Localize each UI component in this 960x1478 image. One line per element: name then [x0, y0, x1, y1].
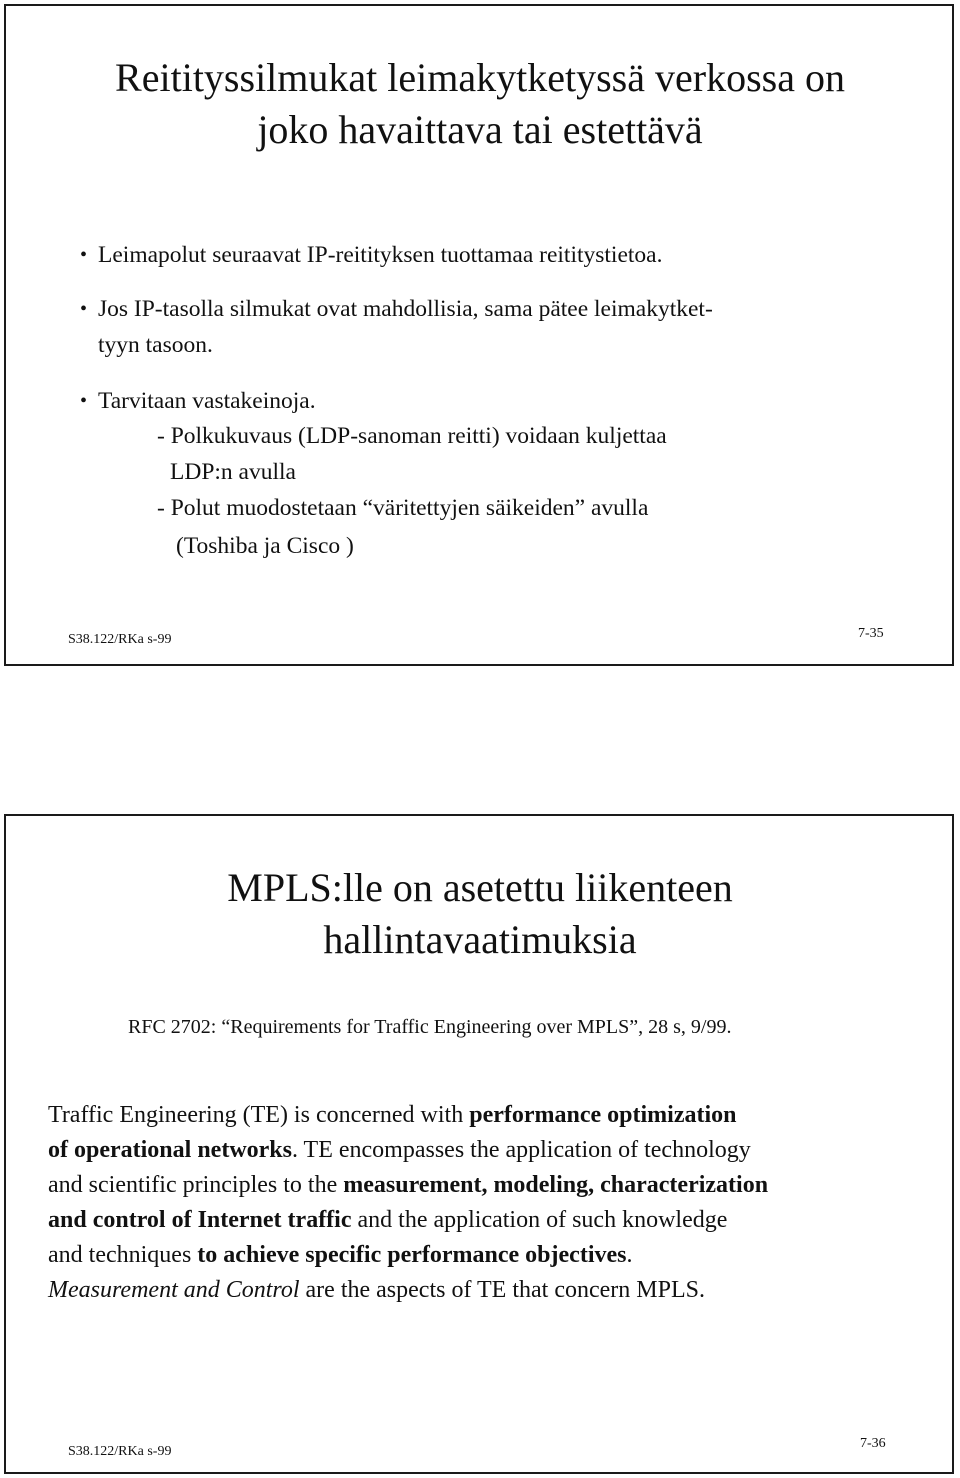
te-text: and the application of such knowledge [351, 1207, 728, 1233]
slide1-sub-4: (Toshiba ja Cisco ) [176, 533, 354, 559]
slide1-title-line1: Reitityssilmukat leimakytketyssä verkossa on [115, 55, 845, 100]
slide1-title-line2: joko havaittava tai estettävä [257, 107, 703, 152]
te-text: Traffic Engineering (TE) is concerned with [48, 1102, 470, 1128]
te-emphasis: of operational networks [48, 1137, 292, 1163]
slide1-bullet-2 [80, 292, 713, 326]
slide1-bullet-1 [80, 238, 663, 272]
te-line-2 [48, 1133, 938, 1168]
slide1-sub-2: LDP:n avulla [170, 459, 296, 485]
te-emphasis: to achieve specific performance objectives [197, 1242, 627, 1268]
te-line-5 [48, 1238, 938, 1273]
te-text: . TE encompasses the application of technology [291, 1137, 751, 1163]
slide2-rfc-reference: RFC 2702: “Requirements for Traffic Engineering over MPLS”, 28 s, 9/99. [128, 1016, 732, 1038]
bullet-text: Jos IP-tasolla silmukat ovat mahdollisia, sama pätee leimakytket- [98, 296, 713, 322]
bullet-text: Leimapolut seuraavat IP-reitityksen tuottamaa reititystietoa. [98, 242, 663, 268]
slide1-footer-course: S38.122/RKa s-99 [68, 632, 172, 647]
te-line-3 [48, 1168, 938, 1203]
te-emphasis: measurement, modeling, characterization [343, 1172, 769, 1198]
slide2-title-line1: MPLS:lle on asetettu liikenteen [227, 865, 733, 910]
slide2-title [0, 862, 960, 966]
bullet-text: tyyn tasoon. [98, 332, 213, 358]
bullet-icon: • [80, 390, 88, 412]
te-emphasis: performance optimization [469, 1102, 737, 1128]
bullet-icon: • [80, 298, 88, 320]
te-line-4 [48, 1203, 938, 1238]
slide1-bullet-3 [80, 384, 316, 418]
slide1-title [0, 52, 960, 156]
slide1-sub-1: - Polkukuvaus (LDP-sanoman reitti) voidaan kuljettaa [157, 423, 667, 449]
te-line-1 [48, 1098, 938, 1133]
te-line-6 [48, 1273, 938, 1308]
te-text: are the aspects of TE that concern MPLS. [299, 1277, 705, 1303]
te-text: and techniques [48, 1242, 198, 1268]
bullet-icon: • [80, 244, 88, 266]
slide1-sub-3: - Polut muodostetaan “väritettyjen säikeiden” avulla [157, 495, 649, 521]
slide1-bullet-2-cont [98, 328, 213, 362]
slide2-footer-course: S38.122/RKa s-99 [68, 1444, 172, 1459]
slide1-page-number: 7-35 [858, 626, 884, 641]
slide2-te-paragraph [48, 1098, 938, 1308]
te-italic: Measurement and Control [48, 1277, 300, 1303]
te-emphasis: and control of Internet traffic [48, 1207, 352, 1233]
te-text: and scientific principles to the [48, 1172, 344, 1198]
te-text: . [626, 1242, 633, 1268]
slide2-title-line2: hallintavaatimuksia [323, 917, 637, 962]
slide2-page-number: 7-36 [860, 1436, 886, 1451]
bullet-text: Tarvitaan vastakeinoja. [98, 388, 316, 414]
